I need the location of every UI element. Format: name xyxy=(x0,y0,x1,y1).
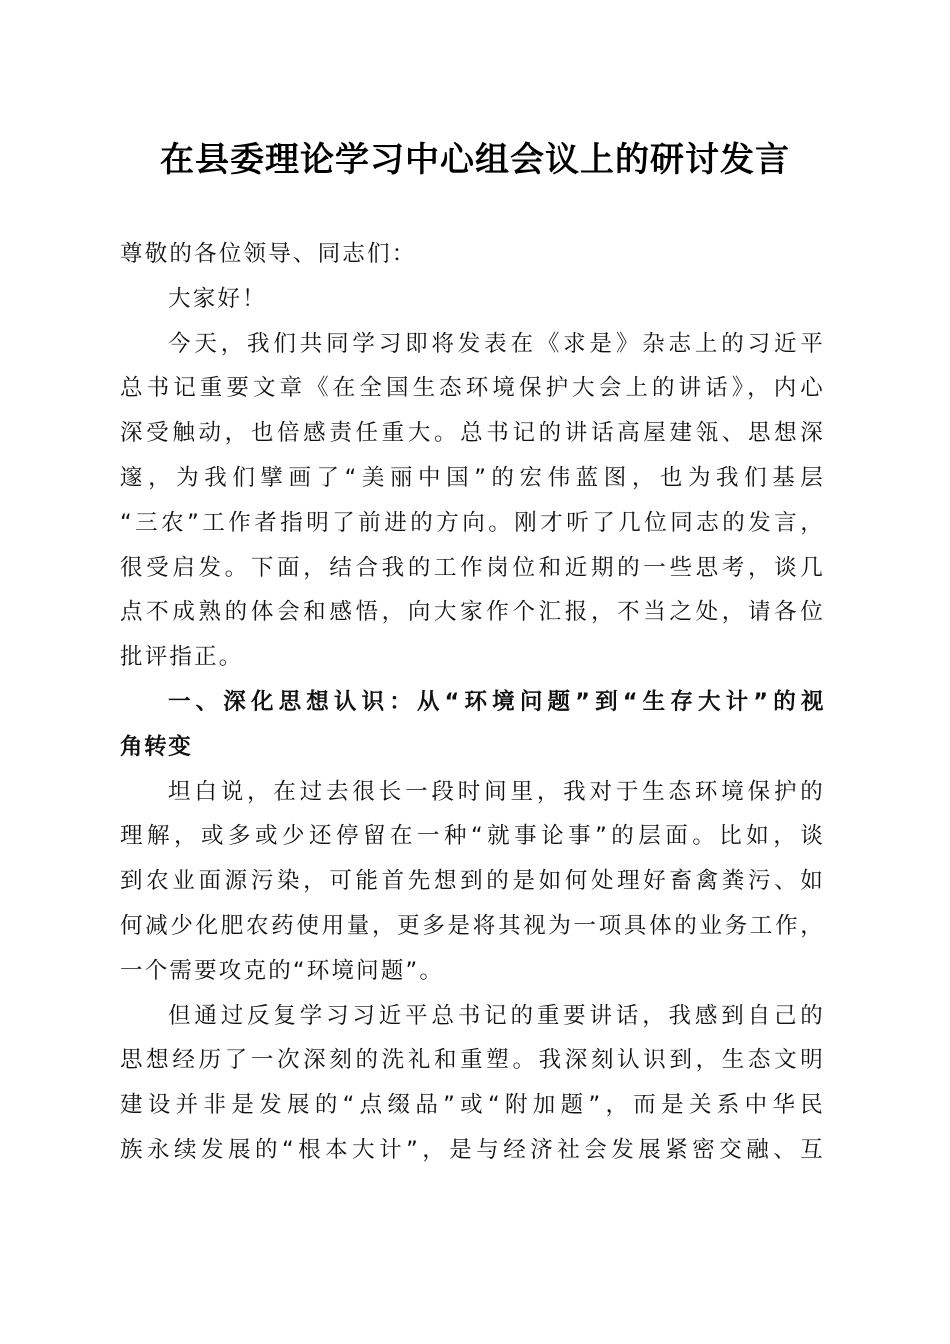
paragraph-line: 理解，或多或少还停留在一种“就事论事”的层面。比如，谈 xyxy=(120,823,825,850)
paragraph-line: 思想经历了一次深刻的洗礼和重塑。我深刻认识到，生态文明 xyxy=(120,1047,825,1074)
paragraph-section1-a xyxy=(120,770,825,994)
document-body xyxy=(120,232,825,1173)
paragraph-line: 很受启发。下面，结合我的工作岗位和近期的一些思考，谈几 xyxy=(120,554,825,581)
paragraph-line: 一个需要攻克的“环境问题”。 xyxy=(120,957,445,984)
paragraph-line: 批评指正。 xyxy=(120,644,244,671)
paragraph-line: 深受触动，也倍感责任重大。总书记的讲话高屋建瓴、思想深 xyxy=(120,420,825,447)
paragraph-line: 点不成熟的体会和感悟，向大家作个汇报，不当之处，请各位 xyxy=(120,599,825,626)
paragraph-line: 坦白说，在过去很长一段时间里，我对于生态环境保护的 xyxy=(168,778,825,805)
paragraph-line: 但通过反复学习习近平总书记的重要讲话，我感到自己的 xyxy=(168,1002,825,1029)
greeting: 大家好！ xyxy=(168,285,267,312)
heading-line: 角转变 xyxy=(120,733,193,760)
paragraph-section1-b xyxy=(120,994,825,1173)
salutation: 尊敬的各位领导、同志们： xyxy=(120,241,417,267)
paragraph-line: 建设并非是发展的“点缀品”或“附加题”，而是关系中华民 xyxy=(120,1092,825,1119)
paragraph-line: 族永续发展的“根本大计”，是与经济社会发展紧密交融、互 xyxy=(120,1136,825,1163)
heading-line: 一、深化思想认识：从“环境问题”到“生存大计”的视 xyxy=(168,688,825,715)
paragraph-line: 到农业面源污染，可能首先想到的是如何处理好畜禽粪污、如 xyxy=(120,868,825,895)
paragraph-line: 邃，为我们擘画了“美丽中国”的宏伟蓝图，也为我们基层 xyxy=(120,464,825,491)
document-title: 在县委理论学习中心组会议上的研讨发言 xyxy=(160,140,790,180)
paragraph-line: 何减少化肥农药使用量，更多是将其视为一项具体的业务工作， xyxy=(120,912,825,939)
paragraph-line: “三农”工作者指明了前进的方向。刚才听了几位同志的发言， xyxy=(120,509,825,536)
paragraph-line: 总书记重要文章《在全国生态环境保护大会上的讲话》，内心 xyxy=(120,375,825,402)
paragraph-intro xyxy=(120,322,825,680)
paragraph-line: 今天，我们共同学习即将发表在《求是》杂志上的习近平 xyxy=(168,330,825,357)
section-heading xyxy=(120,680,825,770)
